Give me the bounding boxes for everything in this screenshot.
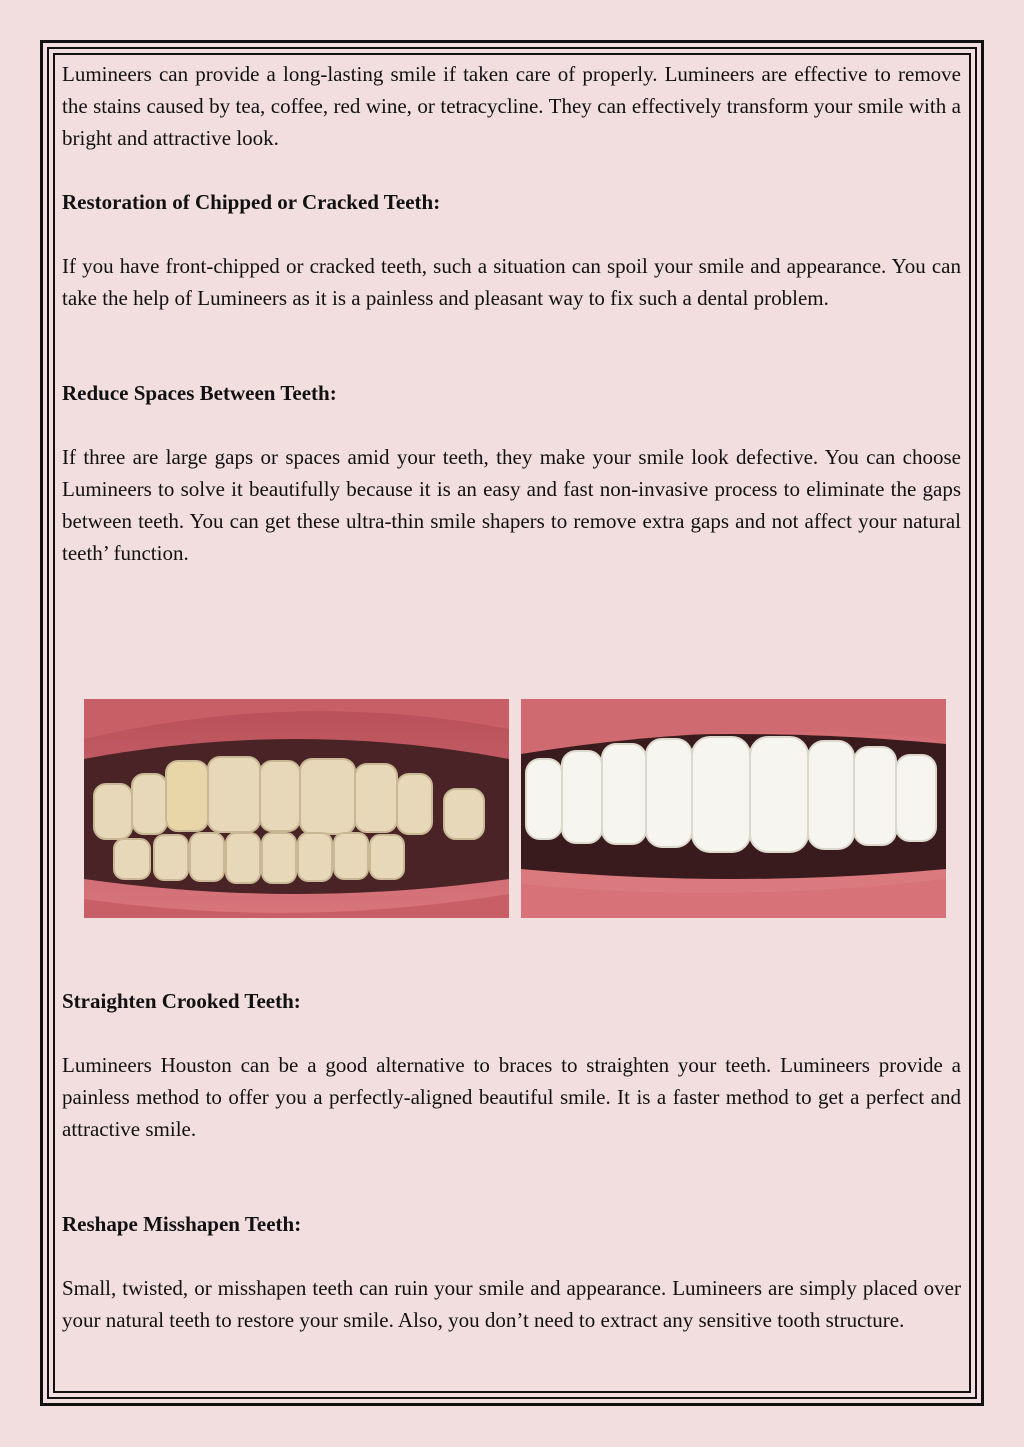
intro-paragraph: Lumineers can provide a long-lasting smile if taken care of properly. Lumineers are effective to remove the stains caused by tea, coffee, red wine, or tetracycline. They can effectively transform your smile with a bright and attractive look. <box>62 62 961 150</box>
section-body-spaces: If three are large gaps or spaces amid your teeth, they make your smile look defective. You can choose Lumineers to solve it beautifully because it is an easy and fast non-invasive process to eliminate the gaps between teeth. You can get these ultra-thin smile shapers to remove extra gaps and not affect your natural teeth’ function. <box>62 445 961 565</box>
before-teeth-photo <box>84 699 509 918</box>
section-heading-chipped: Restoration of Chipped or Cracked Teeth: <box>62 190 441 214</box>
section-body-misshapen: Small, twisted, or misshapen teeth can ruin your smile and appearance. Lumineers are simply placed over your natural teeth to restore your smile. Also, you don’t need to extract any sensitive tooth structure. <box>62 1276 961 1332</box>
section-body-crooked: Lumineers Houston can be a good alternative to braces to straighten your teeth. Lumineers provide a painless method to offer you a perfectly-aligned beautiful smile. It is a faster method to get a perfect and attractive smile. <box>62 1053 961 1141</box>
before-after-photos <box>84 699 946 918</box>
document-body-lower <box>62 985 961 1336</box>
section-heading-misshapen: Reshape Misshapen Teeth: <box>62 1212 302 1236</box>
section-heading-spaces: Reduce Spaces Between Teeth: <box>62 381 337 405</box>
section-body-chipped: If you have front-chipped or cracked teeth, such a situation can spoil your smile and appearance. You can take the help of Lumineers as it is a painless and pleasant way to fix such a dental problem. <box>62 254 961 310</box>
after-teeth-photo <box>521 699 946 918</box>
document-body <box>62 58 961 569</box>
section-heading-crooked: Straighten Crooked Teeth: <box>62 989 301 1013</box>
